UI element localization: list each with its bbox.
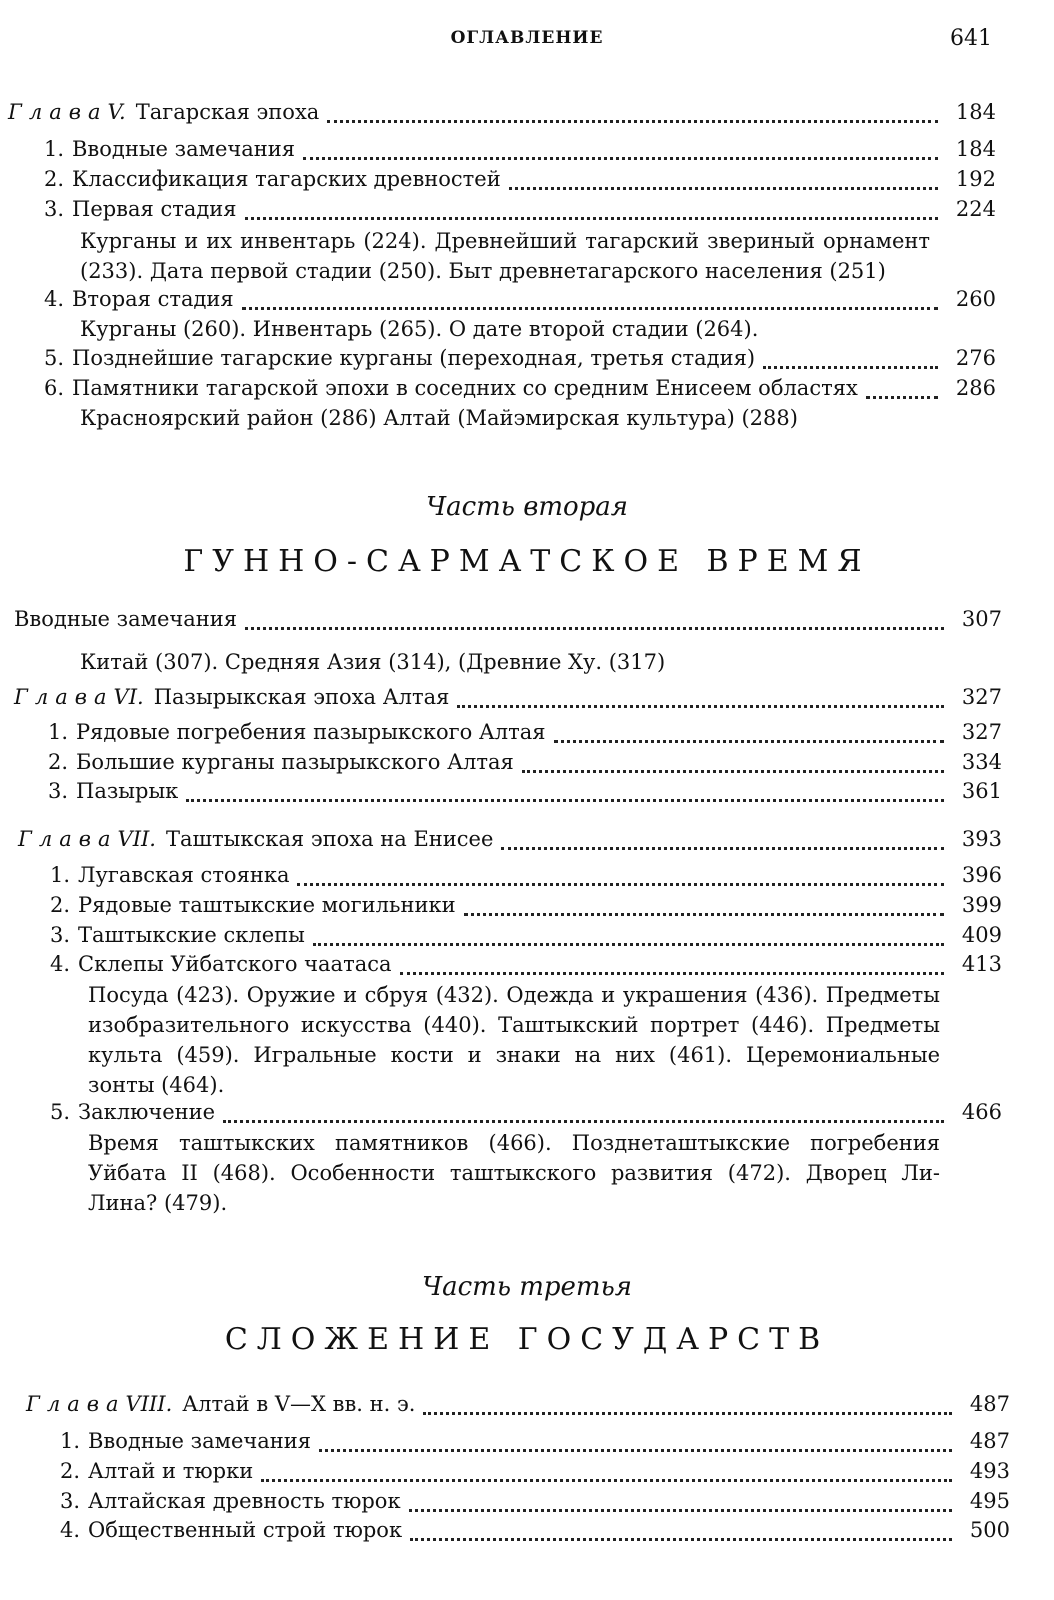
dot-leader [410,1528,952,1541]
chapter-keyword: Глава [14,685,114,709]
entry-title: Склепы Уйбатского чаатаса [78,952,392,976]
toc-entry-7-5[interactable] [36,1098,1002,1126]
dot-leader [457,695,944,708]
dot-leader [327,110,938,123]
toc-entry-8-2[interactable] [46,1457,1010,1485]
toc-entry-5-1[interactable] [30,135,996,163]
entry-number: 1. [43,137,64,161]
entry-page: 307 [961,607,1002,631]
toc-entry-6-3[interactable] [34,777,1002,805]
entry-page: 409 [961,923,1002,947]
entry-number: 2. [43,167,64,191]
entry-description: Красноярский район (286) Алтай (Майэмирская культура) (288) [80,406,798,430]
entry-description: Время таштыкских памятников (466). Позднеташтыкские погребения Уйбата II (468). Особенности таштыкского развития (472). Дворец Ли-Лина? (479). [88,1131,940,1215]
entry-number: 4. [59,1518,80,1542]
chapter-number: V. [107,100,126,124]
entry-page: 192 [955,167,996,191]
entry-description: Посуда (423). Оружие и сбруя (432). Одежда и украшения (436). Предметы изобразительного искусства (440). Таштыкский портрет (446). Предметы культа (459). Игральные кости и знаки на них (461). Церемониальные зонты (464). [88,983,940,1097]
chapter-title: Алтай в V—X вв. н. э. [182,1392,416,1416]
part-title: ГУННО-САРМАТСКОЕ ВРЕМЯ [183,544,871,579]
entry-page: 396 [961,863,1002,887]
entry-page: 399 [961,893,1002,917]
toc-entry-7-1[interactable] [36,861,1002,889]
toc-entry-6-2[interactable] [34,748,1002,776]
chapter-title: Пазырыкская эпоха Алтая [153,685,450,709]
entry-title: Классификация тагарских древностей [72,167,501,191]
entry-description: Китай (307). Средняя Азия (314), (Древние Ху. (317) [80,650,666,674]
entry-page: 327 [961,720,1002,744]
entry-page: 334 [961,750,1002,774]
toc-entry-7-2[interactable] [36,891,1002,919]
chapter-keyword: Глава [26,1392,126,1416]
entry-number: 1. [49,863,70,887]
chapter-page: 487 [969,1392,1010,1416]
page-number: 641 [950,26,992,51]
dot-leader [464,903,944,916]
dot-leader [319,1439,952,1452]
entry-number: 6. [43,376,64,400]
chapter-6-heading[interactable] [14,683,1002,711]
entry-page: 260 [955,287,996,311]
entry-number: 5. [43,346,64,370]
dot-leader [242,297,938,310]
dot-leader [223,1110,944,1123]
toc-entry-8-3[interactable] [46,1487,1010,1515]
dot-leader [423,1402,952,1415]
entry-title: Первая стадия [72,197,237,221]
part-label: Часть вторая [425,492,629,522]
chapter-title: Тагарская эпоха [135,100,320,124]
toc-entry-5-5[interactable] [30,344,996,372]
entry-title: Рядовые таштыкские могильники [78,893,456,917]
entry-number: 2. [59,1459,80,1483]
entry-number: 2. [47,750,68,774]
toc-entry-5-6[interactable] [30,374,996,402]
entry-number: 2. [49,893,70,917]
entry-title: Вводные замечания [88,1429,312,1453]
dot-leader [303,147,938,160]
toc-entry-5-2[interactable] [30,165,996,193]
toc-entry-8-4[interactable] [46,1516,1010,1544]
part-title: СЛОЖЕНИЕ ГОСУДАРСТВ [224,1322,830,1357]
entry-title: Большие курганы пазырыкского Алтая [76,750,514,774]
entry-page: 224 [955,197,996,221]
entry-title: Вводные замечания [72,137,296,161]
entry-page: 493 [969,1459,1010,1483]
entry-title: Вторая стадия [72,287,234,311]
entry-title: Лугавская стоянка [78,863,290,887]
dot-leader [186,789,944,802]
entry-number: 4. [43,287,64,311]
toc-entry-5-3[interactable] [30,195,996,223]
entry-number: 3. [43,197,64,221]
chapter-7-heading[interactable] [18,825,1002,853]
entry-description: Курганы и их инвентарь (224). Древнейший тагарский звериный орнамент (233). Дата первой стадии (250). Быт древнетагарского населения (251) [80,229,930,283]
entry-page: 466 [961,1100,1002,1124]
dot-leader [501,837,944,850]
entry-title: Памятники тагарской эпохи в соседних со средним Енисеем областях [72,376,858,400]
dot-leader [297,873,944,886]
dot-leader [313,933,944,946]
dot-leader [245,207,938,220]
entry-number: 4. [49,952,70,976]
toc-entry-5-4[interactable] [30,285,996,313]
entry-page: 286 [955,376,996,400]
chapter-page: 327 [961,685,1002,709]
dot-leader [409,1499,952,1512]
entry-page: 487 [969,1429,1010,1453]
chapter-8-heading[interactable] [26,1390,1010,1418]
toc-entry-8-1[interactable] [46,1427,1010,1455]
entry-number: 3. [59,1489,80,1513]
chapter-5-heading[interactable] [8,98,996,126]
dot-leader [400,962,945,975]
toc-entry-6-1[interactable] [34,718,1002,746]
dot-leader [554,730,944,743]
entry-title: Пазырык [76,779,179,803]
chapter-keyword: Глава [8,100,108,124]
dot-leader [509,177,938,190]
entry-title: Позднейшие тагарские курганы (переходная, третья стадия) [72,346,756,370]
chapter-number: VIII. [125,1392,173,1416]
chapter-number: VII. [117,827,156,851]
dot-leader [261,1469,952,1482]
toc-entry-7-3[interactable] [36,921,1002,949]
entry-title: Алтай и тюрки [88,1459,254,1483]
chapter-title: Таштыкская эпоха на Енисее [165,827,494,851]
dot-leader [866,386,938,399]
running-title: ОГЛАВЛЕНИЕ [450,28,604,48]
dot-leader [522,760,944,773]
entry-number: 1. [47,720,68,744]
dot-leader [763,356,938,369]
entry-title: Вводные замечания [14,607,238,631]
entry-number: 1. [59,1429,80,1453]
entry-title: Заключение [78,1100,216,1124]
dot-leader [245,617,944,630]
toc-entry-7-4[interactable] [36,950,1002,978]
part-label: Часть третья [422,1272,632,1302]
entry-number: 5. [49,1100,70,1124]
entry-page: 361 [961,779,1002,803]
entry-page: 500 [969,1518,1010,1542]
entry-title: Общественный строй тюрок [88,1518,403,1542]
chapter-keyword: Глава [18,827,118,851]
entry-title: Рядовые погребения пазырыкского Алтая [76,720,546,744]
toc-entry-intro[interactable] [14,605,1002,633]
entry-page: 495 [969,1489,1010,1513]
entry-page: 184 [955,137,996,161]
entry-title: Алтайская древность тюрок [88,1489,401,1513]
chapter-page: 393 [961,827,1002,851]
entry-page: 413 [961,952,1002,976]
chapter-number: VI. [113,685,144,709]
chapter-page: 184 [955,100,996,124]
entry-title: Таштыкские склепы [78,923,305,947]
entry-description: Курганы (260). Инвентарь (265). О дате второй стадии (264). [80,317,759,341]
entry-number: 3. [49,923,70,947]
entry-number: 3. [47,779,68,803]
entry-page: 276 [955,346,996,370]
